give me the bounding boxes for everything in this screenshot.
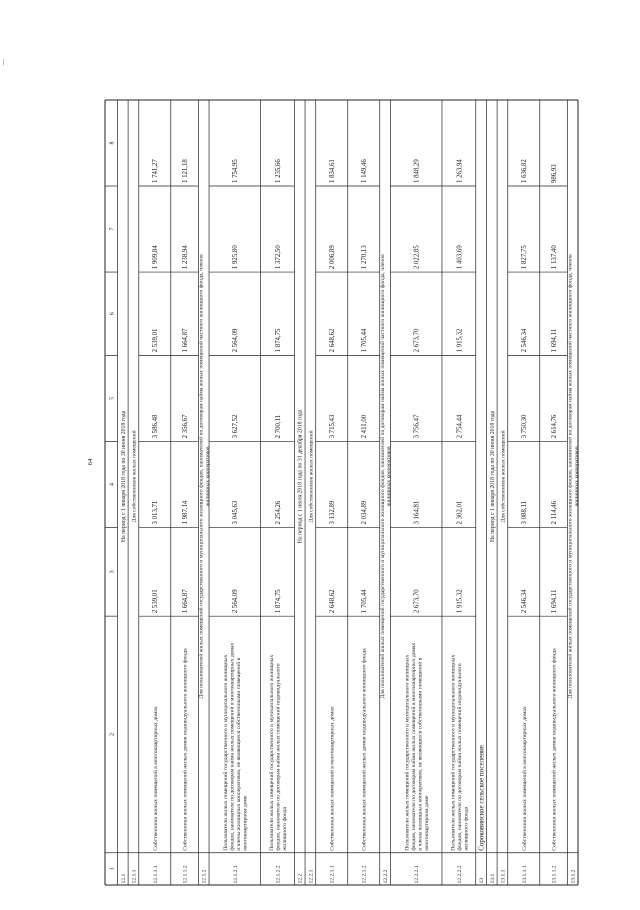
row-description: многоквартирном доме: [424, 795, 431, 851]
value-c4: 3 088,11: [521, 500, 529, 525]
value-c6: 1 664,87: [181, 328, 189, 353]
value-c5: 2 700,11: [274, 414, 282, 439]
value-c5: 3 715,43: [329, 414, 337, 439]
row-description: фондов, наниматели по договорам найма жилых помещений в многоквартирных домах: [229, 642, 236, 851]
value-c8: 1 263,94: [456, 159, 464, 184]
row-description: и члены жилищных кооперативов, не являющиеся собственниками помещений в: [236, 657, 243, 851]
value-c8: 1 754,95: [232, 159, 240, 184]
row-number: 12.2.2: [383, 869, 390, 884]
value-c5: 2 614,76: [550, 414, 558, 439]
value-c3: 1 694,11: [550, 589, 558, 614]
value-c5: 2 411,00: [361, 414, 369, 439]
row-number: 12.2.2.1: [414, 865, 421, 884]
value-c5: 2 356,67: [181, 414, 189, 439]
table-cells: [109, 142, 579, 884]
row-description: Пользователи жилых помещений государственного и муниципального жилищных: [404, 654, 411, 851]
value-c3: 2 539,01: [152, 589, 160, 614]
row-number: 13.1: [489, 873, 496, 884]
column-header-6: 6: [109, 312, 116, 316]
row-description: фондов, наниматели по договорам найма жилых помещений индивидуального: [275, 663, 282, 851]
row-description: жилищного фонда: [282, 806, 289, 851]
value-c8: 1 848,29: [413, 159, 421, 184]
value-c8: 1 636,82: [521, 159, 529, 184]
value-c8: 986,93: [550, 164, 558, 184]
row-number: 13.1.1.2: [551, 865, 558, 884]
row-number: 12.2.1: [308, 869, 315, 884]
row-description: Собственники жилых помещений в многоквартирных домах: [152, 706, 159, 851]
value-c4: 1 987,14: [181, 500, 189, 525]
row-number: 12.2: [297, 873, 304, 884]
value-c8: 1 235,66: [274, 159, 282, 184]
value-c5: 3 756,47: [413, 414, 421, 439]
value-c7: 1 372,50: [274, 245, 282, 270]
value-c8: 1 741,27: [152, 159, 160, 184]
value-c6: 2 546,34: [521, 328, 529, 353]
column-header-3: 3: [109, 570, 116, 574]
value-c8: 1 149,46: [361, 159, 369, 184]
category-heading: жилищных кооперативов: [573, 446, 580, 507]
row-number: 12.1: [120, 873, 127, 884]
value-c6: 2 539,01: [152, 328, 160, 353]
column-header-4: 4: [109, 482, 116, 486]
value-c6: 1 874,75: [274, 328, 282, 353]
category-heading: жилищных кооперативов: [204, 446, 211, 507]
period-heading: На период с 1 января 2018 года по 30 июня 2018 года: [489, 410, 496, 543]
page-number: 64: [87, 458, 94, 466]
value-c5: 2 754,44: [456, 414, 464, 439]
row-number: 13.1.1: [500, 869, 507, 884]
value-c4: 2 114,46: [550, 500, 558, 525]
value-c7: 1 403,69: [456, 245, 464, 270]
settlement-name: Сороковинское сельское поселение: [477, 745, 486, 851]
value-c6: 1 915,32: [456, 328, 464, 353]
column-header-5: 5: [109, 396, 116, 400]
value-c5: 3 627,52: [232, 414, 240, 439]
column-header-8: 8: [109, 141, 116, 145]
value-c4: 2 034,89: [361, 500, 369, 525]
scan-edge-mark: |: [3, 58, 5, 66]
value-c6: 1 694,11: [550, 328, 558, 353]
category-heading: Для пользователей жилых помещений государственного и муниципального жилищного фондов, нанимателей по договорам найма жилых помещений частного жилищного фонда, членов: [198, 254, 205, 699]
category-heading: Для собственников жилых помещений: [131, 430, 138, 523]
category-heading: Для пользователей жилых помещений государственного и муниципального жилищного фондов, нанимателей по договорам найма жилых помещений частного жилищного фонда, членов: [567, 254, 574, 699]
value-c7: 1 270,13: [361, 245, 369, 270]
value-c4: 3 045,63: [232, 500, 240, 525]
category-heading: жилищных кооперативов: [386, 446, 393, 507]
row-description: фондов, наниматели по договорам найма жилых помещений в многоквартирных домах: [410, 642, 417, 851]
value-c8: 1 834,61: [329, 159, 337, 184]
value-c4: 3 164,81: [413, 500, 421, 525]
row-number: 13: [479, 877, 486, 884]
value-c6: 2 673,70: [413, 328, 421, 353]
row-number: 12.1.2: [201, 869, 208, 884]
row-description: Пользователи жилых помещений государственного и муниципального жилищных: [222, 654, 229, 851]
value-c5: 3 750,30: [521, 414, 529, 439]
value-c4: 2 254,26: [274, 500, 282, 525]
value-c7: 2 006,89: [329, 245, 337, 270]
row-number: 12.1.2.2: [275, 865, 282, 884]
value-c4: 3 013,71: [152, 500, 160, 525]
row-number: 12.1.1.2: [182, 865, 189, 884]
row-description: Пользователи жилых помещений государственного и муниципального жилищных: [268, 654, 275, 851]
value-c6: 2 564,09: [232, 328, 240, 353]
value-c7: 2 022,85: [413, 245, 421, 270]
row-description: Собственники жилых помещений в многоквартирных домах: [521, 706, 528, 851]
row-description: Собственники жилых помещений жилых домов индивидуального жилищного фонда: [182, 648, 189, 851]
page-number-group: [87, 458, 94, 465]
row-description: Пользователи жилых помещений государственного и муниципального жилищных: [450, 654, 457, 851]
value-c3: 1 874,75: [274, 589, 282, 614]
value-c7: 1 827,75: [521, 245, 529, 270]
value-c7: 1 137,40: [550, 245, 558, 270]
period-heading: На период с 1 января 2018 года по 30 июня 2018 года: [120, 410, 127, 543]
table: [105, 100, 580, 885]
row-number: 12.1.1.1: [152, 865, 159, 884]
value-c8: 1 121,18: [181, 159, 189, 184]
row-number: 12.1.1: [131, 869, 138, 884]
row-description: Собственники жилых помещений жилых домов индивидуального жилищного фонда: [551, 648, 558, 851]
value-c4: 2 302,01: [456, 500, 464, 525]
value-c3: 2 673,70: [413, 589, 421, 614]
column-header-2: 2: [109, 732, 116, 736]
table-grid: [105, 100, 578, 885]
row-number: 13.1.2: [570, 869, 577, 884]
value-c4: 3 132,89: [329, 500, 337, 525]
row-number: 12.2.2.2: [456, 865, 463, 884]
category-heading: Для собственников жилых помещений: [308, 430, 315, 523]
row-number: 12.2.1.1: [329, 865, 336, 884]
row-description: и члены жилищных кооперативов, не являющиеся собственниками помещений в: [417, 657, 424, 851]
value-c7: 1 909,84: [152, 245, 160, 270]
value-c6: 2 648,62: [329, 328, 337, 353]
value-c7: 1 238,94: [181, 245, 189, 270]
category-heading: Для пользователей жилых помещений государственного и муниципального жилищного фондов, нанимателей по договорам найма жилых помещений частного жилищного фонда, членов: [379, 254, 386, 699]
period-heading: На период с 1 июля 2018 года по 31 декабря 2018 года: [297, 409, 304, 544]
value-c3: 2 546,34: [521, 589, 529, 614]
row-description: фондов, наниматели по договорам найма жилых помещений индивидуального: [456, 663, 463, 851]
row-description: жилищного фонда: [463, 806, 470, 851]
column-header-1: 1: [109, 867, 116, 871]
row-number: 12.1.2.1: [232, 865, 239, 884]
row-description: Собственники жилых помещений в многоквартирных домах: [329, 706, 336, 851]
column-header-7: 7: [109, 227, 116, 231]
value-c3: 2 564,09: [232, 589, 240, 614]
value-c5: 3 586,48: [152, 414, 160, 439]
row-description: Собственники жилых помещений жилых домов индивидуального жилищного фонда: [361, 648, 368, 851]
value-c3: 1 915,32: [456, 589, 464, 614]
row-description: многоквартирном доме: [242, 795, 249, 851]
category-heading: Для собственников жилых помещений: [500, 430, 507, 523]
row-number: 12.2.1.2: [361, 865, 368, 884]
value-c3: 2 648,62: [329, 589, 337, 614]
value-c7: 1 925,80: [232, 245, 240, 270]
value-c6: 1 705,44: [361, 328, 369, 353]
value-c3: 1 705,44: [361, 589, 369, 614]
value-c3: 1 664,87: [181, 589, 189, 614]
row-number: 13.1.1.1: [521, 865, 528, 884]
